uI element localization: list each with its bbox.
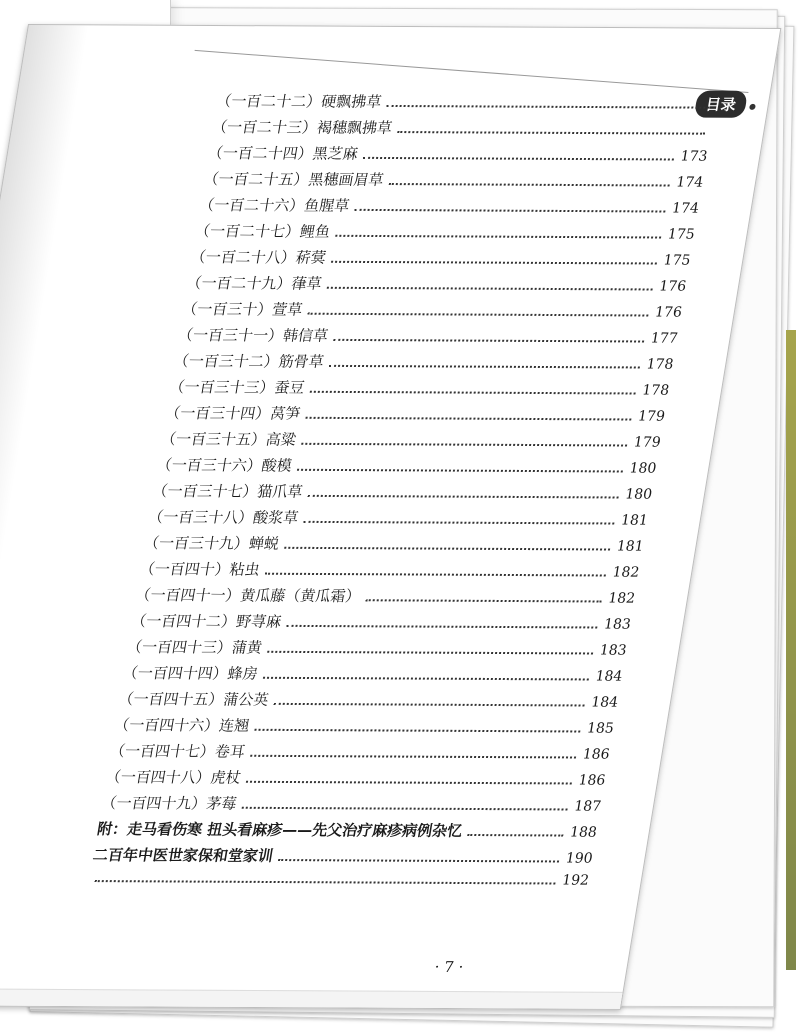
toc-leader-dots <box>327 277 655 291</box>
toc-leader-dots <box>95 870 558 884</box>
toc-entry-title: （一百四十二）野荨麻 <box>129 612 283 631</box>
toc-entry-title: （一百二十八）菥蓂 <box>189 248 328 267</box>
toc-leader-dots <box>246 771 574 785</box>
toc-entry-page: 179 <box>636 408 667 425</box>
toc-entry-title: （一百二十六）鱼腥草 <box>197 196 351 215</box>
toc-entry-title: （一百三十五）高粱 <box>159 430 298 449</box>
toc-entry-page: 176 <box>658 278 688 295</box>
toc-entry-title: （一百三十四）莴笋 <box>163 404 302 423</box>
toc-leader-dots <box>284 537 612 551</box>
toc-entry-title: 附：走马看伤寒 扭头看麻疹——先父治疗麻疹病例杂忆 <box>95 820 464 840</box>
toc-entry-page: 177 <box>649 330 679 347</box>
toc-entry[interactable] <box>167 376 671 405</box>
toc-leader-dots <box>310 381 638 395</box>
toc-entry[interactable] <box>184 272 688 301</box>
toc-leader-dots <box>335 225 663 239</box>
toc-entry[interactable] <box>214 90 718 119</box>
toc-entry[interactable] <box>91 844 595 873</box>
toc-entry[interactable] <box>197 194 701 223</box>
page-bottom-edge <box>0 988 623 1009</box>
toc-entry-title: （一百三十三）蚕豆 <box>168 378 306 397</box>
toc-entry[interactable] <box>171 350 675 379</box>
toc-entry-page: 175 <box>662 252 692 269</box>
toc-entry[interactable] <box>150 480 654 509</box>
toc-entry-title: （一百三十九）蝉蜕 <box>142 534 281 553</box>
header-rule <box>195 50 749 93</box>
toc-entry[interactable] <box>112 714 616 743</box>
toc-entry[interactable] <box>95 818 599 847</box>
toc-entry[interactable] <box>103 766 607 795</box>
toc-entry-title: （一百四十五）蒲公英 <box>117 690 270 709</box>
toc-entry[interactable] <box>188 246 692 275</box>
toc-entry-page: 192 <box>560 872 591 889</box>
toc-leader-dots <box>307 303 650 317</box>
toc-entry-title: （一百三十八）酸浆草 <box>146 508 300 527</box>
toc-entry-page: 181 <box>615 538 645 555</box>
toc-entry-title: （一百二十五）黑穗画眉草 <box>202 170 385 189</box>
toc-entry[interactable] <box>201 168 705 197</box>
toc-entry-title: （一百四十四）蜂房 <box>121 664 260 683</box>
toc-entry-title: （一百四十六）连翘 <box>112 716 251 735</box>
toc-entry-title: （一百三十一）韩信草 <box>176 326 330 345</box>
toc-entry-page: 178 <box>645 356 675 373</box>
toc-entry-page: 180 <box>628 460 658 477</box>
toc-entry[interactable] <box>133 584 637 613</box>
toc-entry-page: 184 <box>594 668 624 685</box>
toc-leader-dots <box>303 511 616 525</box>
toc-leader-dots <box>389 173 672 186</box>
toc-entry-page: 184 <box>589 694 620 711</box>
toc-entry[interactable] <box>154 454 658 483</box>
toc-entry-title: （一百三十）萱草 <box>180 300 304 319</box>
table-of-contents <box>86 90 717 899</box>
toc-leader-dots <box>354 199 667 213</box>
toc-leader-dots <box>274 693 587 707</box>
toc-entry-page: 179 <box>632 434 662 451</box>
toc-entry-title: （一百四十七）卷耳 <box>108 742 247 761</box>
toc-entry-page: 174 <box>675 174 705 191</box>
toc-entry-page: 175 <box>666 226 696 243</box>
toc-leader-dots <box>286 615 599 629</box>
toc-leader-dots <box>331 251 659 265</box>
toc-leader-dots <box>254 719 582 733</box>
toc-entry[interactable] <box>163 402 667 431</box>
toc-entry-title: （一百四十）粘虫 <box>138 560 262 579</box>
toc-entry[interactable] <box>99 792 603 821</box>
toc-entry[interactable] <box>125 636 629 665</box>
toc-leader-dots <box>366 589 604 602</box>
toc-entry-title: （一百三十二）筋骨草 <box>172 352 326 371</box>
toc-entry-title: （一百四十一）黄瓜藤（黄瓜霜） <box>134 586 362 606</box>
toc-entry-title: （一百二十三）褐穗飘拂草 <box>210 118 394 137</box>
toc-entry-title: （一百三十七）猫爪草 <box>151 482 304 501</box>
toc-leader-dots <box>397 121 707 135</box>
toc-entry-title: （一百四十九）茅莓 <box>100 794 238 813</box>
toc-leader-dots <box>250 745 578 759</box>
toc-entry[interactable] <box>159 428 663 457</box>
toc-leader-dots <box>278 849 561 862</box>
toc-entry-page: 174 <box>670 200 701 217</box>
toc-leader-dots <box>333 329 646 343</box>
toc-leader-dots <box>265 563 608 577</box>
book-cover-edge <box>786 330 796 970</box>
toc-entry[interactable] <box>120 662 624 691</box>
toc-entry-page: 183 <box>602 616 633 633</box>
toc-entry-page: 186 <box>577 772 607 789</box>
toc-entry-page: 182 <box>606 590 637 607</box>
toc-leader-dots <box>297 459 625 473</box>
toc-entry-page: 181 <box>619 512 650 529</box>
toc-entry-title: （一百二十七）鲤鱼 <box>193 222 332 241</box>
toc-entry-page: 185 <box>585 720 616 737</box>
toc-entry[interactable] <box>108 740 612 769</box>
gutter-shadow <box>0 25 89 1005</box>
toc-entry[interactable] <box>210 116 714 145</box>
toc-entry[interactable] <box>180 298 684 327</box>
toc-entry-title: （一百三十六）酸模 <box>155 456 294 475</box>
toc-entry-page: 182 <box>611 564 641 581</box>
toc-leader-dots <box>267 641 595 655</box>
toc-entry[interactable] <box>193 220 697 249</box>
section-badge: 目录 <box>694 91 748 118</box>
toc-entry-title: （一百四十三）蒲黄 <box>125 638 264 657</box>
toc-entry-title: （一百四十八）虎杖 <box>104 768 243 787</box>
toc-entry[interactable] <box>142 532 646 561</box>
toc-leader-dots <box>242 797 570 811</box>
toc-entry[interactable] <box>176 324 680 353</box>
toc-leader-dots <box>305 407 633 421</box>
toc-entry-title: （一百二十二）硬飘拂草 <box>214 92 383 111</box>
toc-entry-page: 178 <box>640 382 671 399</box>
toc-entry-page: 180 <box>623 486 654 503</box>
toc-leader-dots <box>467 824 565 837</box>
toc-entry-page: 188 <box>568 824 599 841</box>
toc-leader-dots <box>363 147 676 161</box>
toc-entry[interactable] <box>137 558 641 587</box>
toc-leader-dots <box>329 355 642 369</box>
toc-entry-title: （一百二十九）葎草 <box>185 274 323 293</box>
toc-entry-page: 176 <box>653 304 684 321</box>
toc-leader-dots <box>308 485 621 499</box>
toc-leader-dots <box>263 667 591 681</box>
toc-entry-page: 173 <box>679 148 709 165</box>
toc-entry[interactable] <box>205 142 709 171</box>
toc-entry-page: 186 <box>581 746 611 763</box>
toc-entry[interactable] <box>116 688 620 717</box>
badge-dot <box>749 104 756 110</box>
page-number: · 7 · <box>433 957 465 977</box>
toc-entry-title: 二百年中医世家保和堂家训 <box>91 846 275 865</box>
toc-entry[interactable] <box>86 870 590 899</box>
toc-entry-page: 183 <box>598 642 628 659</box>
toc-entry-title: （一百二十四）黑芝麻 <box>206 144 360 163</box>
toc-entry[interactable] <box>146 506 650 535</box>
toc-entry[interactable] <box>129 610 633 639</box>
toc-leader-dots <box>386 95 711 109</box>
toc-entry-page: 190 <box>564 850 594 867</box>
toc-entry-page: 187 <box>572 798 603 815</box>
toc-leader-dots <box>301 433 629 447</box>
